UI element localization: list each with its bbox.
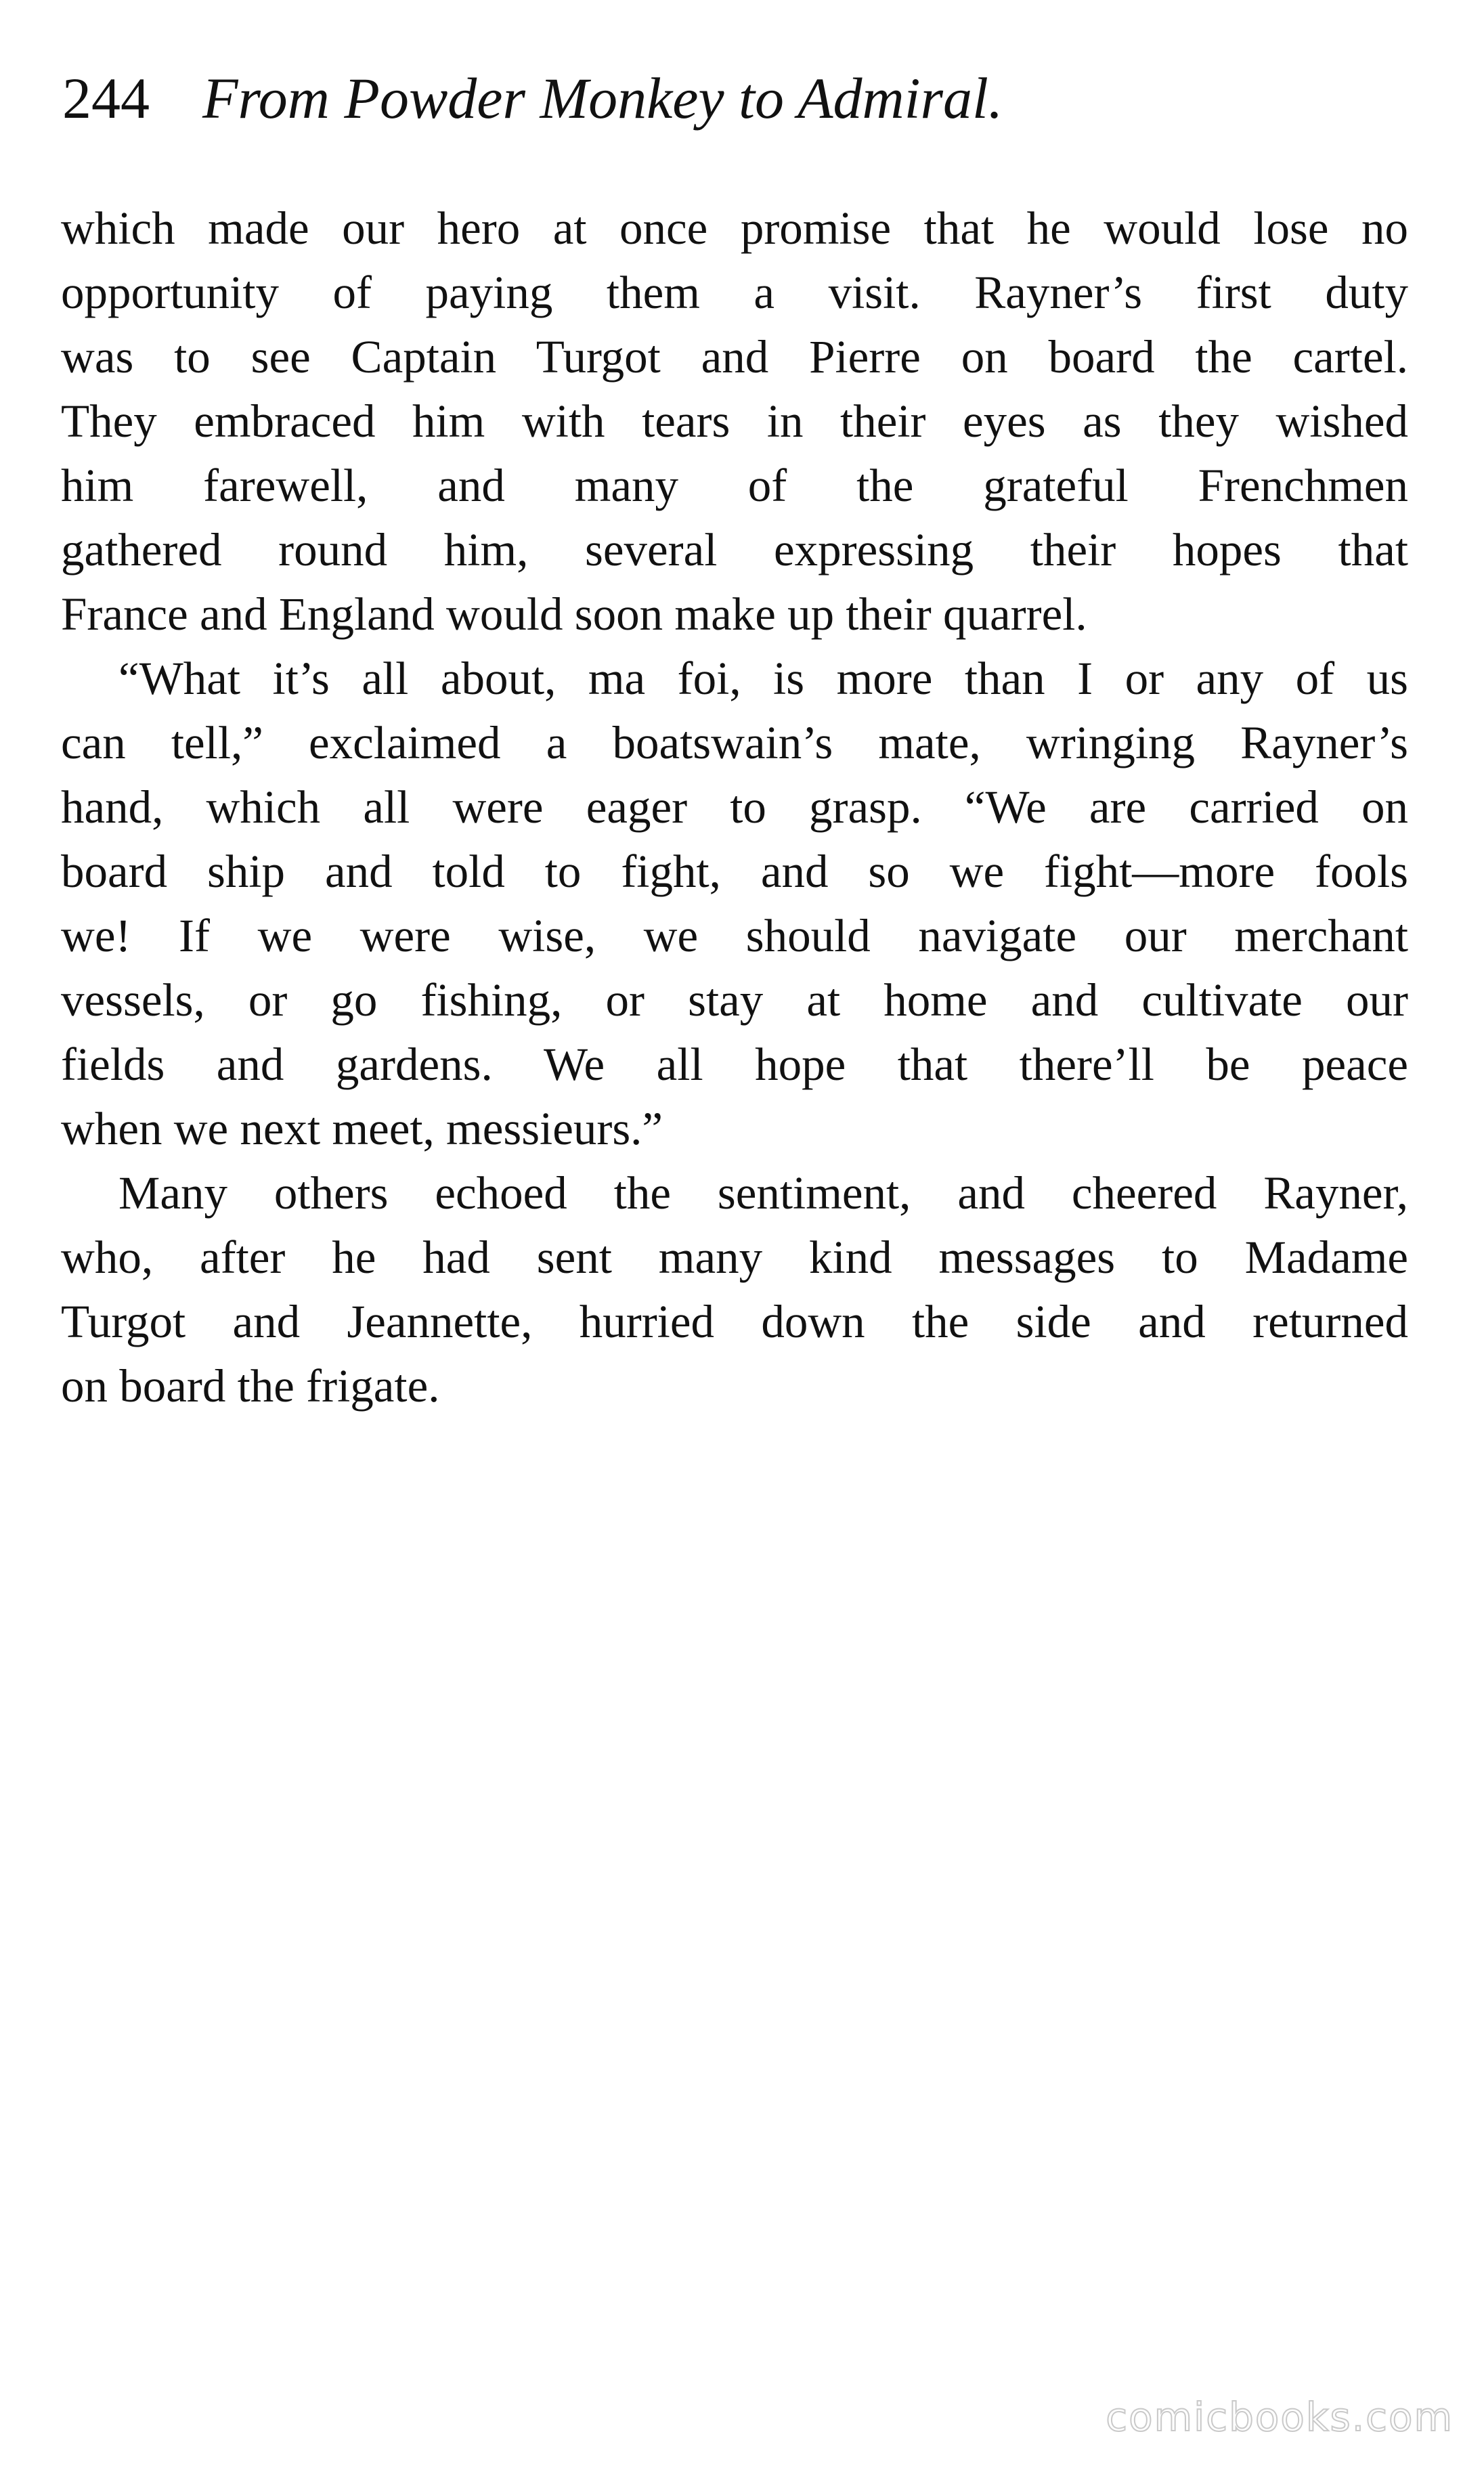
text-line: Turgot and Jeannette, hurried down the side and returned: [61, 1296, 1408, 1347]
text-line: him farewell, and many of the grateful Frenchmen: [61, 460, 1408, 511]
text-line: They embraced him with tears in their eyes as they wished: [61, 395, 1408, 447]
text-line: hand, which all were eager to grasp. “We are carried on: [61, 781, 1408, 833]
running-title: From Powder Monkey to Admiral.: [202, 66, 1003, 131]
text-line: France and England would soon make up their quarrel.: [61, 588, 1087, 640]
watermark: comicbooks.com: [1106, 2394, 1454, 2440]
text-line: on board the frigate.: [61, 1360, 440, 1412]
text-line: board ship and told to fight, and so we fight—more fools: [61, 846, 1408, 897]
text-line: fields and gardens. We all hope that there’ll be peace: [61, 1039, 1408, 1090]
text-line: which made our hero at once promise that he would lose no: [61, 202, 1408, 254]
text-line: we! If we were wise, we should navigate our merchant: [61, 910, 1408, 961]
text-line: can tell,” exclaimed a boatswain’s mate, wringing Rayner’s: [61, 717, 1408, 768]
text-line: was to see Captain Turgot and Pierre on board the cartel.: [61, 331, 1408, 383]
page-number: 244: [62, 66, 150, 131]
text-line: opportunity of paying them a visit. Rayner’s first duty: [61, 267, 1408, 318]
text-line: when we next meet, messieurs.”: [61, 1103, 663, 1154]
running-head: [62, 58, 1410, 139]
body-text: [61, 196, 1408, 1418]
text-line: Many others echoed the sentiment, and cheered Rayner,: [118, 1167, 1408, 1219]
text-line: gathered round him, several expressing their hopes that: [61, 524, 1408, 575]
text-line: “What it’s all about, ma foi, is more than I or any of us: [118, 653, 1408, 704]
text-line: who, after he had sent many kind messages to Madame: [61, 1232, 1408, 1283]
text-line: vessels, or go fishing, or stay at home and cultivate our: [61, 974, 1408, 1026]
